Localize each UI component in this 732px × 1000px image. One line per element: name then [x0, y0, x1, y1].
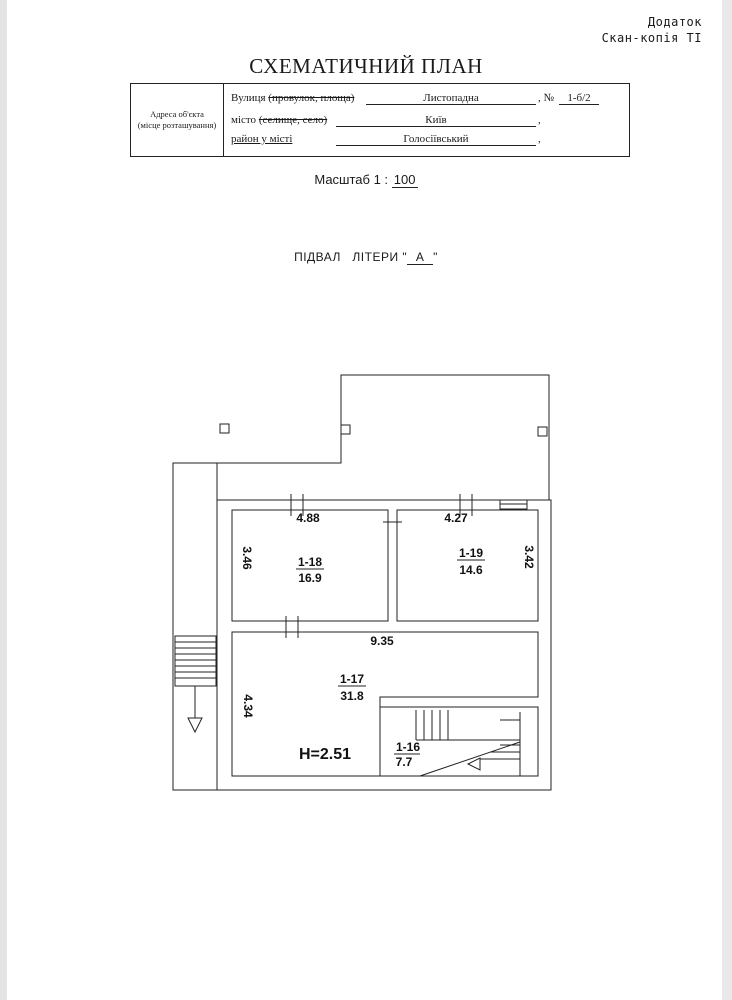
appendix-line-2: Скан-копія ТІ [601, 31, 702, 45]
room-1-17-height: 4.34 [241, 694, 255, 718]
street-label: Вулиця [231, 92, 266, 104]
document-title: СХЕМАТИЧНИЙ ПЛАН [249, 54, 483, 78]
street-value: Листопадна [366, 92, 536, 105]
district-label: район у місті [231, 133, 293, 145]
ceiling-height-label: Н=2.51 [298, 746, 352, 763]
city-value: Київ [336, 114, 536, 127]
plan-outer-outline [173, 375, 551, 790]
room-1-16-stairs [416, 710, 520, 776]
room-1-19-height: 3.42 [522, 545, 536, 569]
district-comma: , [538, 133, 541, 145]
number-label: № [543, 92, 554, 104]
vent-marker-center [341, 425, 350, 434]
street-comma: , [538, 92, 541, 104]
room-1-19-number: 1-19 [458, 546, 484, 560]
vent-marker-left [220, 424, 229, 433]
room-1-18-height: 3.46 [240, 546, 254, 570]
entrance-stairs [175, 636, 216, 732]
room-1-19-area: 14.6 [459, 563, 483, 577]
room-1-19-width: 4.27 [444, 511, 468, 525]
address-label-line-2: (місце розташування) [137, 120, 217, 130]
street-struck-options: (провулок, площа) [268, 92, 355, 104]
room-1-17-walls [232, 632, 538, 776]
room-1-17-width: 9.35 [370, 634, 394, 648]
room-1-18-number: 1-18 [297, 555, 323, 569]
floor-label: ПІДВАЛ ЛІТЕРИ " [294, 250, 408, 264]
address-label-line-1: Адреса об'єкта [150, 109, 204, 119]
city-struck-options: (селище, село) [258, 114, 328, 126]
room-1-17-area: 31.8 [340, 689, 364, 703]
stair-corridor [173, 463, 217, 790]
room-1-18-width: 4.88 [296, 511, 320, 525]
number-value: 1-б/2 [559, 92, 599, 105]
city-comma: , [538, 114, 541, 126]
room-1-18-area: 16.9 [298, 571, 322, 585]
floor-letter: А [407, 250, 433, 265]
scale-value: 100 [392, 172, 418, 188]
room-1-16-number: 1-16 [395, 740, 421, 754]
appendix-line-1: Додаток [647, 15, 702, 29]
district-value: Голосіївський [336, 133, 536, 146]
vent-marker-right [538, 427, 547, 436]
room-1-17-number: 1-17 [339, 672, 365, 686]
stair-arrow-icon [468, 758, 480, 770]
stair-direction-arrow-head [188, 718, 202, 732]
scale-label: Масштаб 1 : [314, 172, 389, 187]
room-1-16-area: 7.7 [395, 755, 413, 769]
city-label: місто [231, 114, 257, 126]
floor-label-suffix: " [433, 250, 438, 264]
